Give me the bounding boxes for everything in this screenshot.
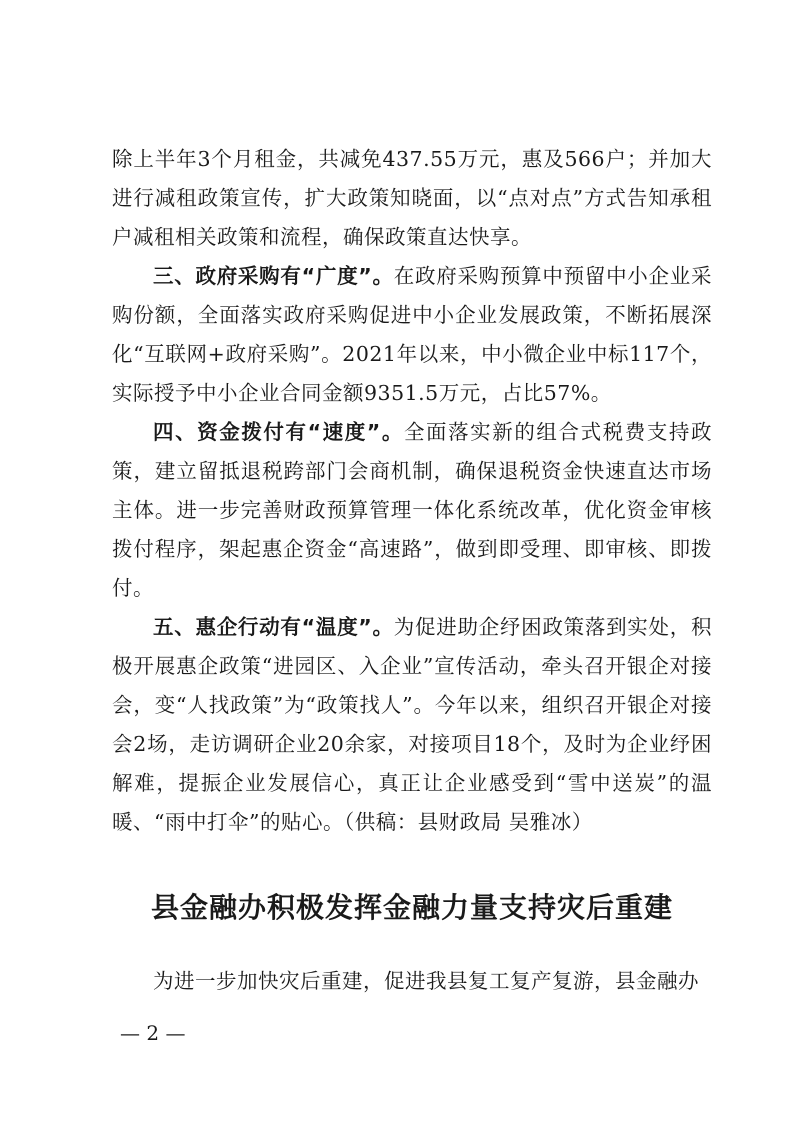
intro-paragraph: 为进一步加快灾后重建，促进我县复工复产复游，县金融办: [153, 969, 699, 993]
article-intro: [112, 962, 712, 1001]
paragraph-1: [112, 140, 712, 257]
paragraph-1-text: 除上半年3个月租金，共减免437.55万元，惠及566户；并加大进行减租政策宣传，扩大政策知晓面，以“点对点”方式告知承租户减租相关政策和流程，确保政策直达快享。: [112, 147, 712, 249]
paragraph-3: [112, 413, 712, 608]
paragraph-3-heading: 四、资金拨付有“速度”。: [153, 420, 404, 444]
paragraph-2: [112, 257, 712, 413]
paragraph-4: [112, 608, 712, 842]
article-title: 县金融办积极发挥金融力量支持灾后重建: [150, 891, 673, 924]
paragraph-2-heading: 三、政府采购有“广度”。: [153, 264, 394, 288]
paragraph-4-text: 为促进助企纾困政策落到实处，积极开展惠企政策“进园区、入企业”宣传活动，牵头召开银企对接会，变“人找政策”为“政策找人”。今年以来，组织召开银企对接会2场，走访调研企业20余家，对接项目18个，及时为企业纾困解难，提振企业发展信心，真正让企业感受到“雪中送炭”的温暖、“雨中打伞”的贴心。（供稿：县财政局 吴雅冰）: [112, 615, 713, 834]
paragraph-3-text: 全面落实新的组合式税费支持政策，建立留抵退税跨部门会商机制，确保退税资金快速直达市场主体。进一步完善财政预算管理一体化系统改革，优化资金审核拨付程序，架起惠企资金“高速路”，做到即受理、即审核、即拨付。: [112, 420, 713, 600]
paragraph-2-text: 在政府采购预算中预留中小企业采购份额，全面落实政府采购促进中小企业发展政策，不断拓展深化“互联网+政府采购”。2021年以来，中小微企业中标117个，实际授予中小企业合同金额9351.5万元，占比57%。: [112, 264, 713, 405]
paragraph-4-heading: 五、惠企行动有“温度”。: [153, 615, 394, 639]
page-number: — 2 —: [120, 1021, 186, 1045]
article-body: [112, 140, 712, 842]
